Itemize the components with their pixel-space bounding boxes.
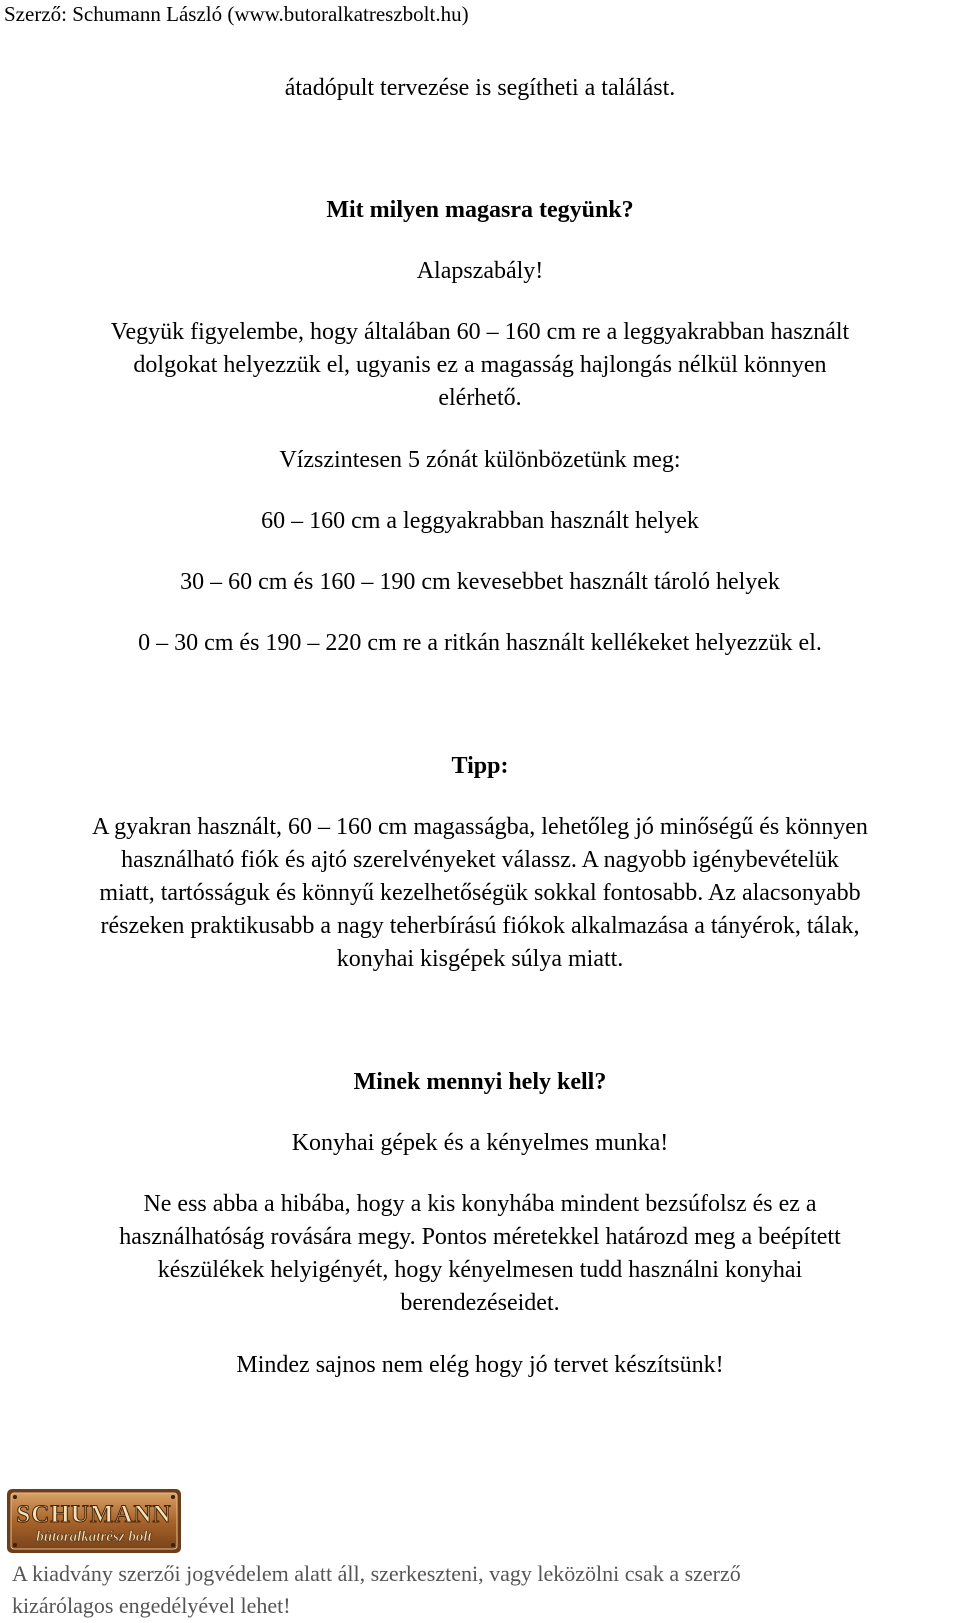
paragraph-line: elérhető. bbox=[438, 385, 522, 411]
logo-screw bbox=[13, 1543, 17, 1547]
zone-item: 0 – 30 cm és 190 – 220 cm re a ritkán használt kellékeket helyezzük el. bbox=[138, 630, 822, 656]
tip-line: használható fiók és ajtó szerelvényeket válassz. A nagyobb igénybevételük bbox=[121, 847, 839, 873]
footer-line: kizárólagos engedélyével lehet! bbox=[12, 1593, 291, 1618]
zone-item: 30 – 60 cm és 160 – 190 cm kevesebbet használt tároló helyek bbox=[180, 569, 780, 595]
section-heading-heights: Mit milyen magasra tegyünk? bbox=[326, 197, 634, 223]
paragraph-line: dolgokat helyezzük el, ugyanis ez a magasság hajlongás nélkül könnyen bbox=[133, 352, 827, 378]
logo-screw bbox=[171, 1543, 175, 1547]
logo-text-main: SCHUMANN bbox=[16, 1501, 172, 1528]
schumann-logo bbox=[6, 1486, 182, 1556]
tip-heading: Tipp: bbox=[451, 753, 509, 779]
zone-item: 60 – 160 cm a leggyakrabban használt helyek bbox=[261, 508, 699, 534]
closing-line: Mindez sajnos nem elég hogy jó tervet készítsünk! bbox=[236, 1352, 724, 1378]
copyright-footer bbox=[12, 1558, 741, 1622]
author-header: Szerző: Schumann László (www.butoralkatreszbolt.hu) bbox=[4, 2, 469, 26]
section-subheading-appliances: Konyhai gépek és a kényelmes munka! bbox=[291, 1130, 669, 1156]
tip-line: A gyakran használt, 60 – 160 cm magasságba, lehetőleg jó minőségű és könnyen bbox=[92, 814, 868, 840]
logo-text-sub: bútoralkatrész bolt bbox=[36, 1529, 152, 1545]
tip-line: konyhai kisgépek súlya miatt. bbox=[336, 946, 624, 972]
paragraph-line: Ne ess abba a hibába, hogy a kis konyhába mindent bezsúfolsz és ez a bbox=[143, 1191, 817, 1217]
section-heading-space: Minek mennyi hely kell? bbox=[353, 1069, 607, 1095]
paragraph-line: készülékek helyigényét, hogy kényelmesen tudd használni konyhai bbox=[157, 1257, 803, 1283]
footer-line: A kiadvány szerzői jogvédelem alatt áll, szerkeszteni, vagy leközölni csak a szerző bbox=[12, 1561, 741, 1586]
tip-line: miatt, tartósságuk és könnyű kezelhetőségük sokkal fontosabb. Az alacsonyabb bbox=[99, 880, 861, 906]
paragraph-line: használhatóság rovására megy. Pontos méretekkel határozd meg a beépített bbox=[119, 1224, 841, 1250]
paragraph-line: Vegyük figyelembe, hogy általában 60 – 160 cm re a leggyakrabban használt bbox=[110, 319, 850, 345]
zones-intro: Vízszintesen 5 zónát különbözetünk meg: bbox=[279, 447, 681, 473]
section-subheading-rule: Alapszabály! bbox=[416, 258, 544, 284]
logo-screw bbox=[13, 1495, 17, 1499]
tip-line: részeken praktikusabb a nagy teherbírású fiókok alkalmazása a tányérok, tálak, bbox=[100, 913, 860, 939]
intro-line: átadópult tervezése is segítheti a találást. bbox=[284, 75, 676, 101]
logo-screw bbox=[171, 1495, 175, 1499]
paragraph-line: berendezéseidet. bbox=[400, 1290, 560, 1316]
